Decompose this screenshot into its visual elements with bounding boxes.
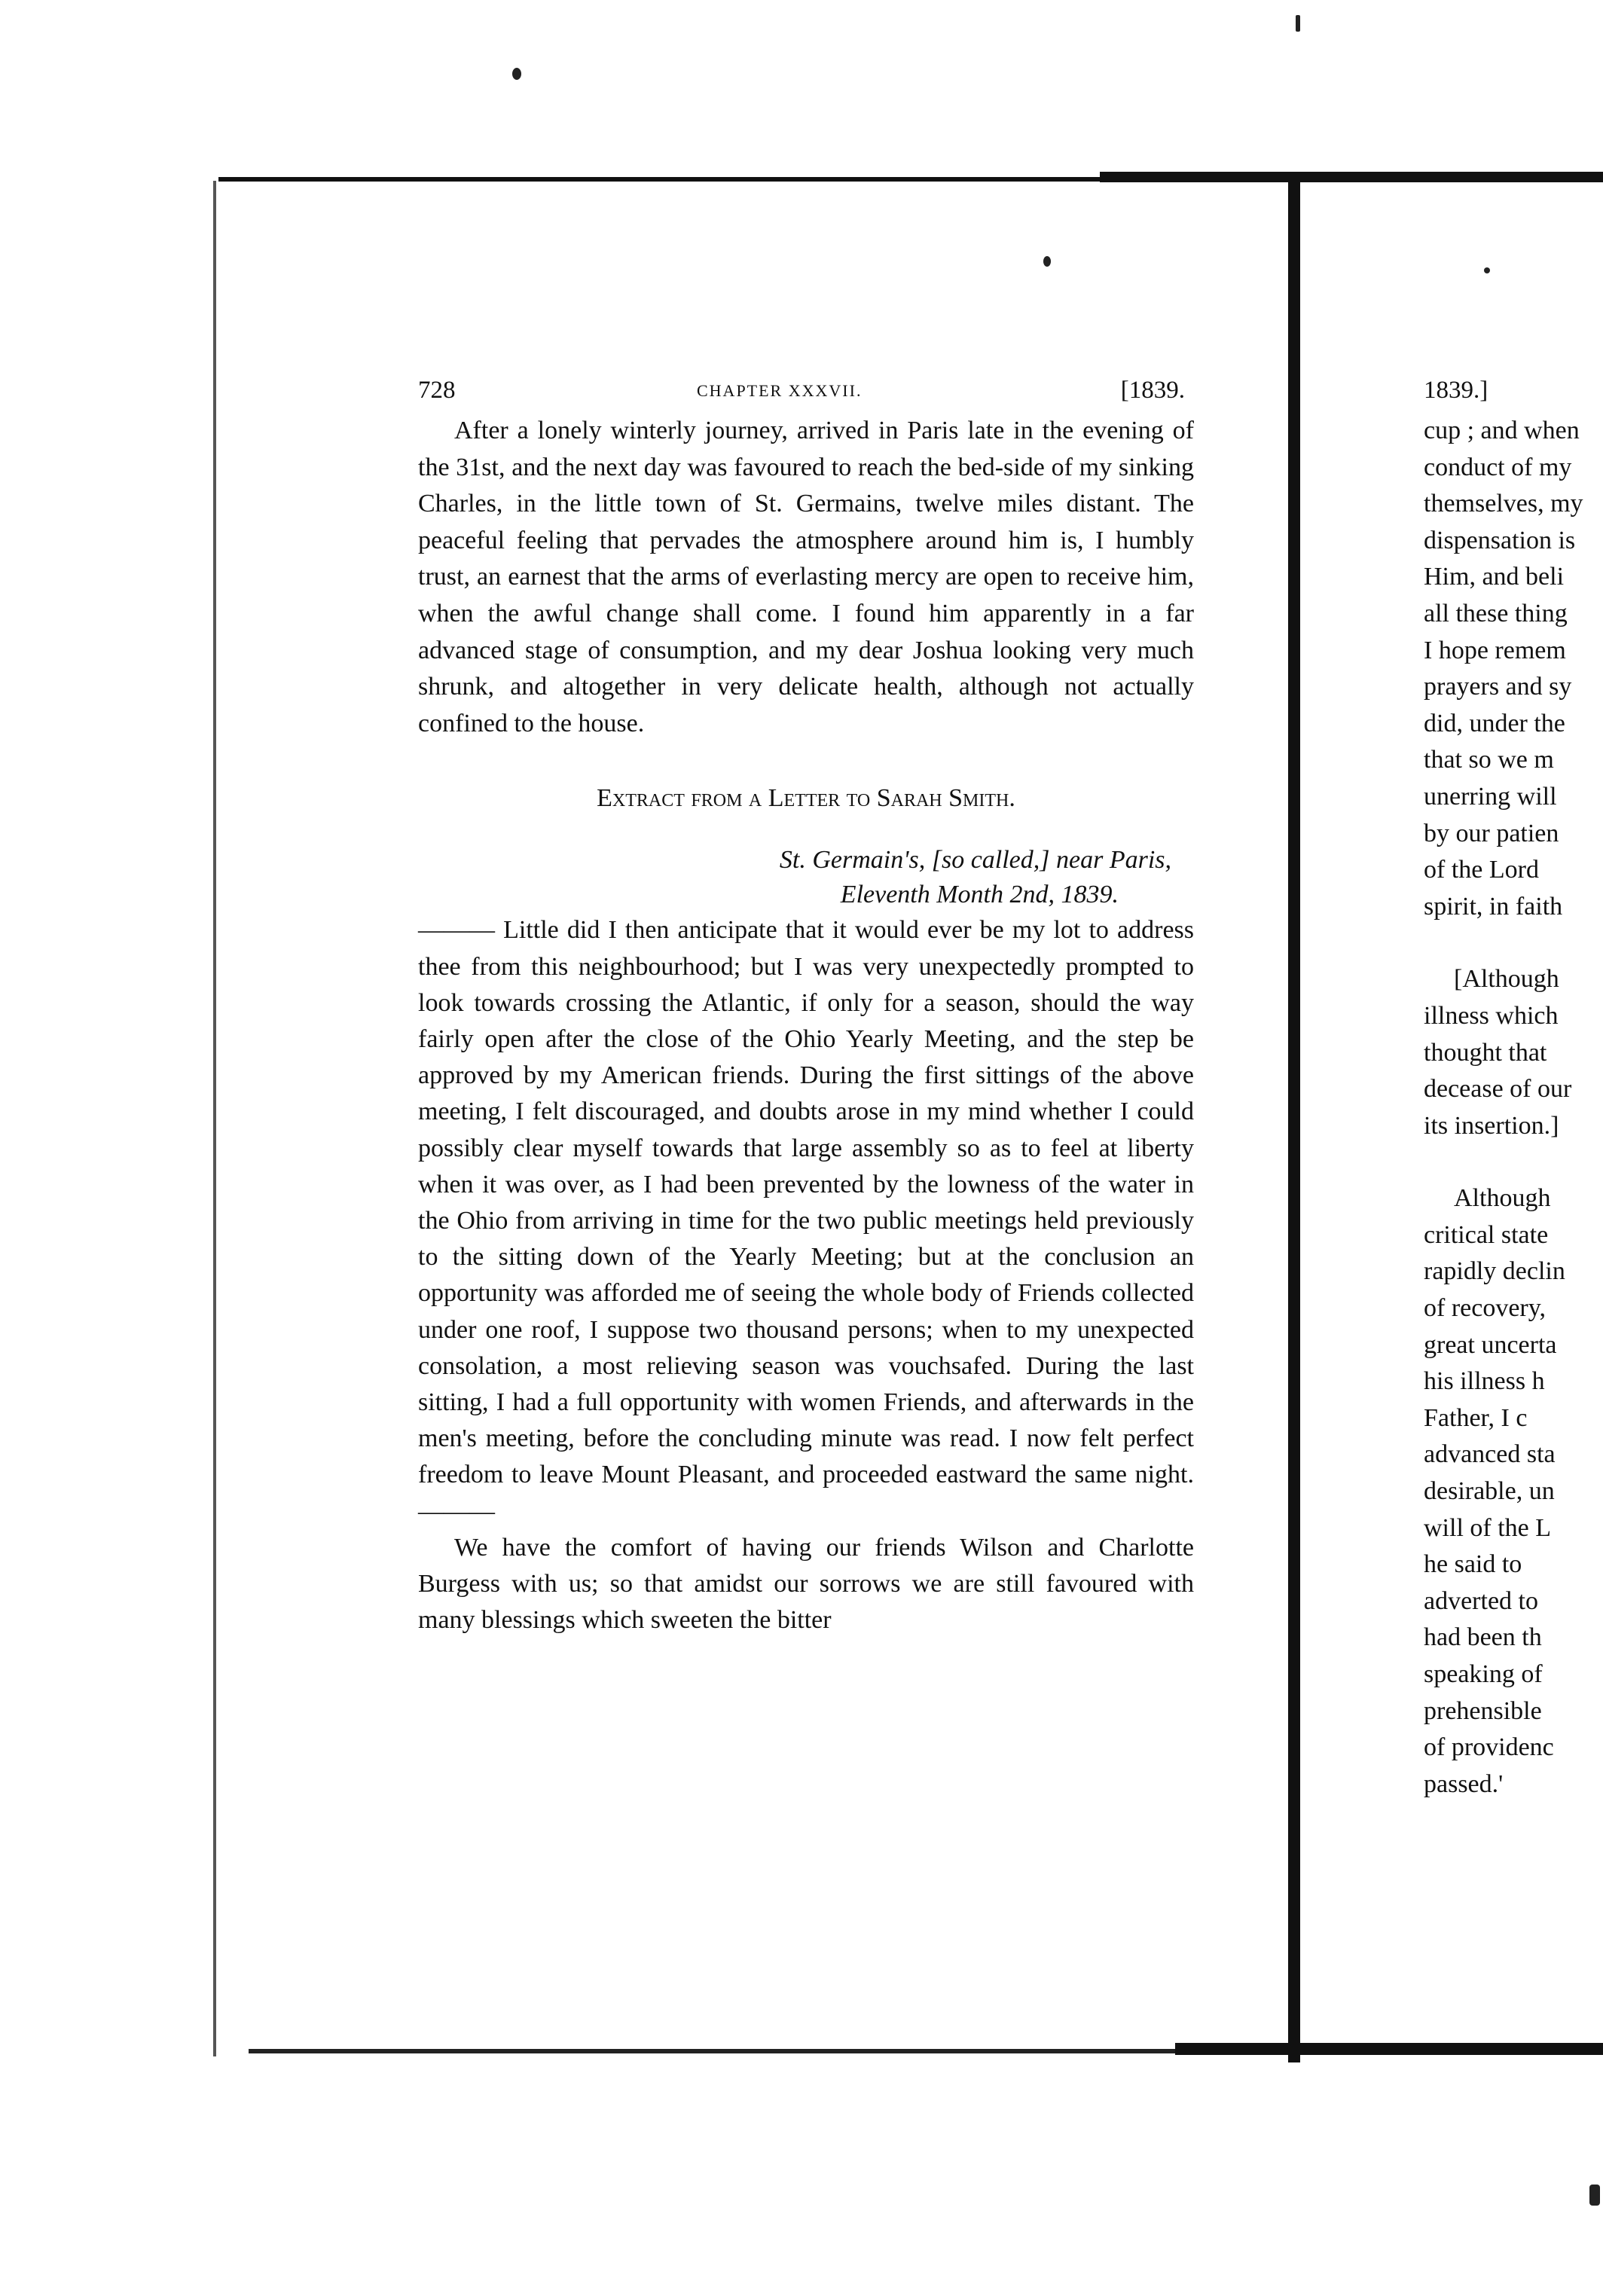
right-page-line: prayers and sy <box>1424 673 1572 701</box>
right-page-line: his illness h <box>1424 1367 1545 1396</box>
right-page-line: he said to <box>1424 1550 1522 1579</box>
dateline-place: St. Germain's, [so called,] near Paris, <box>779 846 1171 875</box>
right-page-line: unerring will <box>1424 782 1557 811</box>
right-page-line: [Although <box>1454 965 1559 994</box>
letter-body <box>418 912 1194 1638</box>
right-page-line: speaking of <box>1424 1660 1543 1688</box>
opening-paragraph: After a lonely winterly journey, arrived in Paris late in the evening of the 31st, and the next day was favoured to reach the bed-side of my sinking Charles, in the little town of St. Germains, twelve miles distant. The peaceful feeling that pervades the atmosphere around him is, I humbly trust, an earnest that the arms of everlasting mercy are open to receive him, when the awful change shall come. I found him apparently in a far advanced stage of consumption, and my dear Joshua looking very much shrunk, and altogether in very delicate health, although not actually confined to the house. <box>418 417 1194 737</box>
right-page-line: adverted to <box>1424 1586 1538 1615</box>
right-page-line: that so we m <box>1424 746 1554 774</box>
scan-speck <box>1043 256 1051 267</box>
right-page-line: I hope remem <box>1424 636 1566 664</box>
scan-speck <box>1296 15 1300 32</box>
gutter-top-edge <box>1100 172 1603 182</box>
opening-text <box>418 413 1194 742</box>
running-head <box>418 377 1194 413</box>
running-year: [1839. <box>1120 377 1185 404</box>
right-text-block <box>1424 961 1603 1144</box>
right-page-line: of providenc <box>1424 1733 1554 1762</box>
extract-title: Extract from a Letter to Sarah Smith. <box>597 784 1015 813</box>
right-page-line: Father, I c <box>1424 1403 1528 1432</box>
right-page <box>1424 377 1603 2064</box>
scan-frame-left <box>213 181 216 2056</box>
right-page-line: decease of our <box>1424 1075 1572 1104</box>
right-page-line: cup ; and when <box>1424 417 1580 444</box>
right-page-line: did, under the <box>1424 709 1565 737</box>
right-page-line: critical state <box>1424 1220 1549 1249</box>
right-running-year: 1839.] <box>1424 377 1488 404</box>
letter-paragraph: We have the comfort of having our friends Wilson and Charlotte Burgess with us; so that amidst our sorrows we are still favoured with many blessings which sweeten the bitter <box>418 1533 1194 1635</box>
right-page-line: by our patien <box>1424 819 1559 847</box>
scan-speck <box>1484 267 1490 273</box>
right-text-block <box>1424 1180 1603 1803</box>
right-page-line: all these thing <box>1424 599 1568 627</box>
right-page-line: spirit, in faith <box>1424 892 1563 921</box>
right-page-line: illness which <box>1424 1001 1559 1030</box>
right-page-line: passed.' <box>1424 1769 1504 1798</box>
right-page-line: advanced sta <box>1424 1440 1556 1469</box>
right-page-line: its insertion.] <box>1424 1111 1559 1140</box>
right-page-line: had been th <box>1424 1623 1542 1652</box>
right-page-line: will of the L <box>1424 1513 1552 1542</box>
right-page-line: conduct of my <box>1424 453 1572 481</box>
letter-paragraph: ——— Little did I then anticipate that it would ever be my lot to address thee from this neighbourhood; but I was very unexpectedly prompted to look towards crossing the Atlantic, if only for a season, should the way fairly open after the close of the Ohio Yearly Meeting, and the step be approved by my American friends. During the first sittings of the above meeting, I felt discouraged, and doubts arose in my mind whether I could possibly clear myself towards that large assembly so as to feel at liberty when it was over, as I had been prevented by the lowness of the water in the Ohio from arriving in time for the two public meetings held previously to the sitting down of the Yearly Meeting; but at the conclusion an opportunity was afforded me of seeing the whole body of Friends collected under one roof, I suppose two thousand persons; when to my unexpected consolation, a most relieving season was vouchsafed. During the last sitting, I had a full opportunity with women Friends, and afterwards in the men's meeting, before the concluding minute was read. I now felt perfect freedom to leave Mount Pleasant, and proceeded eastward the same night. ——— <box>418 916 1194 1525</box>
scan-speck <box>512 68 521 80</box>
right-page-line: thought that <box>1424 1038 1547 1067</box>
right-page-line: prehensible <box>1424 1696 1542 1725</box>
page-number: 728 <box>418 377 456 404</box>
right-page-line: of recovery, <box>1424 1294 1547 1323</box>
right-page-line: Although <box>1454 1184 1551 1213</box>
dateline-date: Eleventh Month 2nd, 1839. <box>840 881 1119 909</box>
right-page-line: rapidly declin <box>1424 1257 1565 1286</box>
right-page-line: of the Lord <box>1424 856 1539 884</box>
scan-speck <box>1589 2185 1600 2206</box>
letter-dateline <box>418 843 1171 912</box>
book-gutter <box>1288 172 1300 2062</box>
right-text-block <box>1424 413 1603 925</box>
right-page-line: dispensation is <box>1424 526 1576 554</box>
right-page-line: Him, and beli <box>1424 563 1565 591</box>
left-page <box>418 377 1194 1638</box>
right-page-line: desirable, un <box>1424 1477 1555 1506</box>
right-page-line: great uncerta <box>1424 1330 1557 1359</box>
chapter-heading: CHAPTER XXXVII. <box>697 381 863 400</box>
right-page-line: themselves, my <box>1424 490 1583 518</box>
